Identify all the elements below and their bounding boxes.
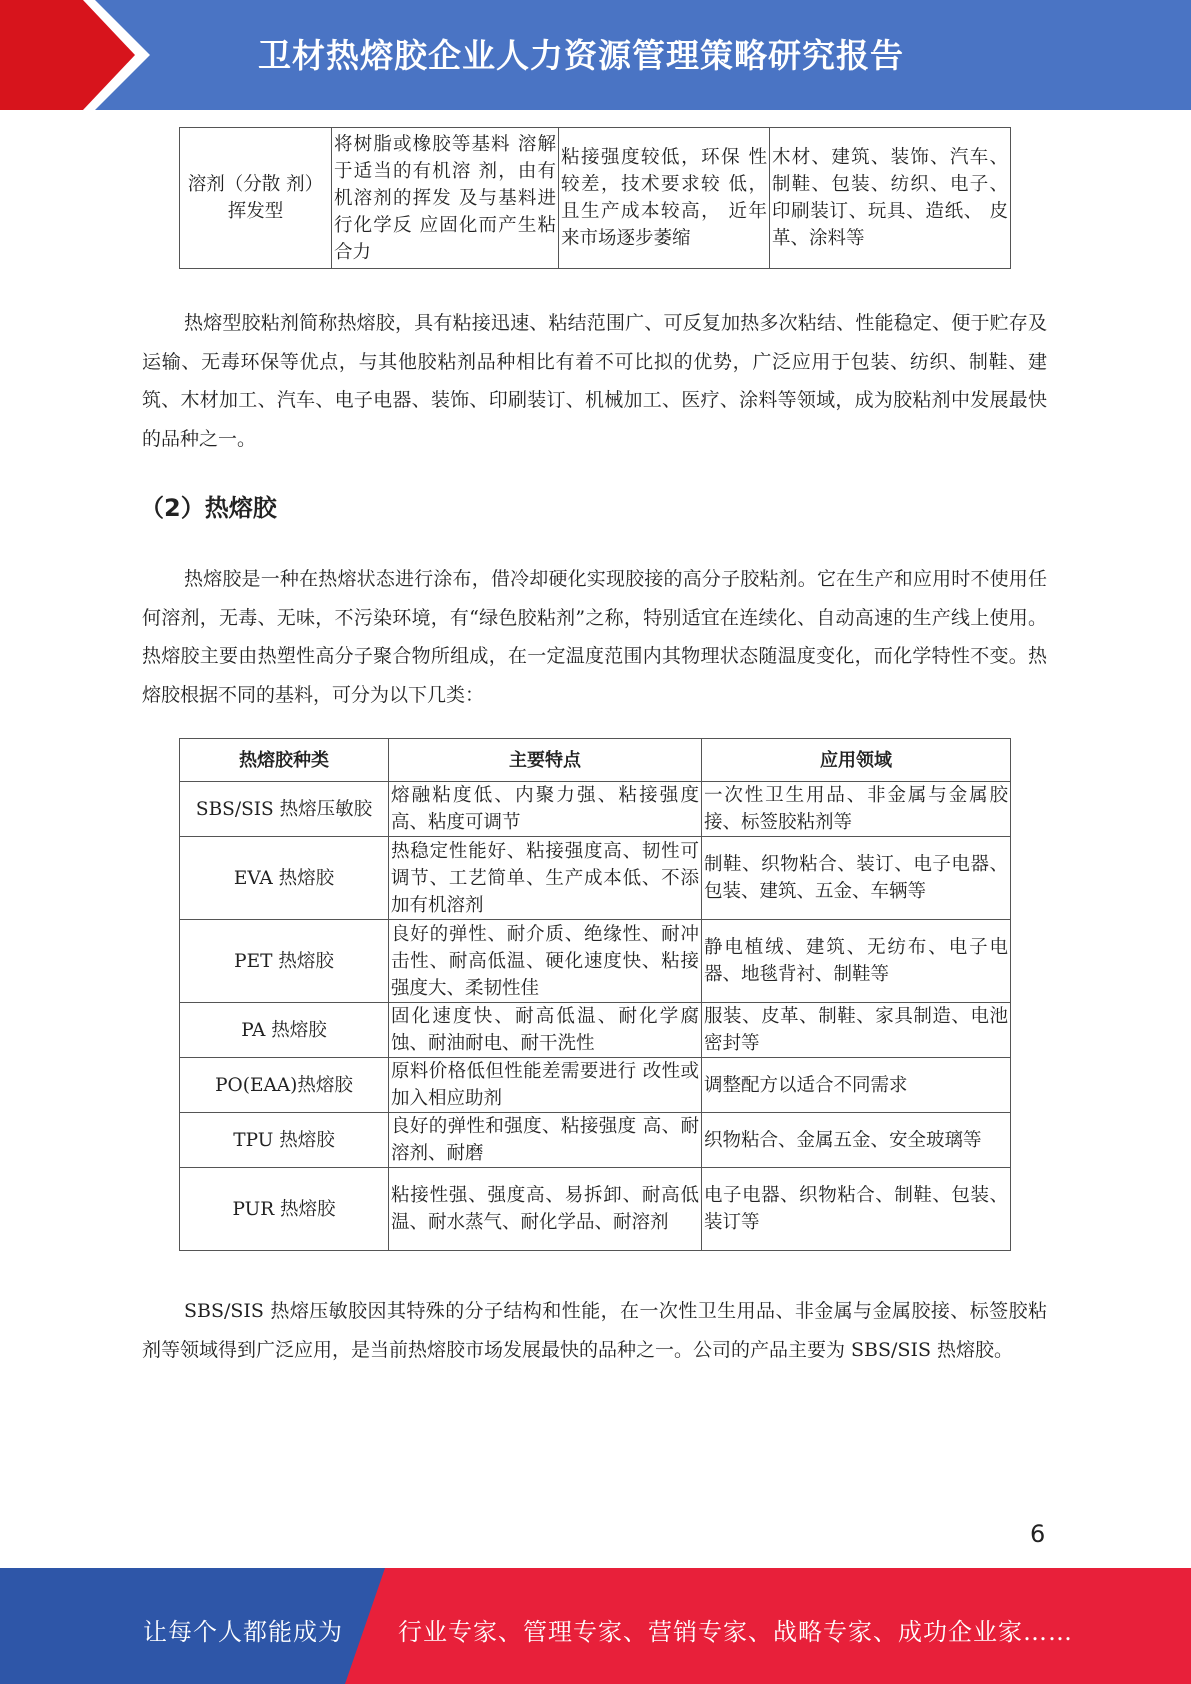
table-row xyxy=(180,1168,1011,1251)
document-title: 卫材热熔胶企业人力资源管理策略研究报告 xyxy=(258,36,904,75)
table-cell-type: EVA 热熔胶 xyxy=(180,837,389,920)
header-chevron-icon xyxy=(0,0,160,110)
continued-table xyxy=(179,127,1011,269)
table-cell-features: 原料价格低但性能差需要进行 改性或加入相应助剂 xyxy=(389,1058,702,1113)
table-cell-type: 溶剂（分散 剂）挥发型 xyxy=(180,128,332,269)
table-row xyxy=(180,782,1011,837)
table-cell-applications: 木材、建筑、装饰、汽车、 制鞋、包装、纺织、电子、 印刷装订、玩具、造纸、 皮革、涂料等 xyxy=(770,128,1011,269)
table-cell-applications: 电子电器、织物粘合、制鞋、包装、装订等 xyxy=(702,1168,1011,1251)
table-cell-applications: 静电植绒、建筑、无纺布、电子电器、地毯背衬、制鞋等 xyxy=(702,920,1011,1003)
table-header-applications: 应用领域 xyxy=(702,739,1011,782)
table-cell-features: 粘接性强、强度高、易拆卸、耐高低温、耐水蒸气、耐化学品、耐溶剂 xyxy=(389,1168,702,1251)
table-cell-applications: 制鞋、织物粘合、装订、电子电器、包装、建筑、五金、车辆等 xyxy=(702,837,1011,920)
table-cell-applications: 一次性卫生用品、非金属与金属胶接、标签胶粘剂等 xyxy=(702,782,1011,837)
table-row xyxy=(180,1058,1011,1113)
table-row xyxy=(180,128,1011,269)
table-cell-type: PO(EAA)热熔胶 xyxy=(180,1058,389,1113)
table-row xyxy=(180,1113,1011,1168)
table-cell-applications: 服装、皮革、制鞋、家具制造、电池密封等 xyxy=(702,1003,1011,1058)
table-cell-principle: 将树脂或橡胶等基料 溶解于适当的有机溶 剂，由有机溶剂的挥发 及与基料进行化学反 应固化而产生粘合力 xyxy=(332,128,559,269)
page-number: 6 xyxy=(1030,1520,1046,1548)
table-cell-applications: 织物粘合、金属五金、安全玻璃等 xyxy=(702,1113,1011,1168)
table-cell-type: TPU 热熔胶 xyxy=(180,1113,389,1168)
table-cell-features: 热稳定性能好、粘接强度高、韧性可调节、工艺简单、生产成本低、不添加有机溶剂 xyxy=(389,837,702,920)
table-cell-type: SBS/SIS 热熔压敏胶 xyxy=(180,782,389,837)
table-cell-features: 良好的弹性和强度、粘接强度 高、耐溶剂、耐磨 xyxy=(389,1113,702,1168)
table-header-type: 热熔胶种类 xyxy=(180,739,389,782)
table-cell-type: PA 热熔胶 xyxy=(180,1003,389,1058)
table-row xyxy=(180,837,1011,920)
header-band xyxy=(0,0,1191,110)
table-cell-features: 良好的弹性、耐介质、绝缘性、耐冲击性、耐高低温、硬化速度快、粘接强度大、柔韧性佳 xyxy=(389,920,702,1003)
table-header-row xyxy=(180,739,1011,782)
footer-band xyxy=(0,1568,1191,1684)
table-header-features: 主要特点 xyxy=(389,739,702,782)
footer-slogan-left: 让每个人都能成为 xyxy=(143,1618,343,1646)
table-cell-features: 粘接强度较低，环保 性较差，技术要求较 低，且生产成本较高， 近年来市场逐步萎缩 xyxy=(559,128,770,269)
table-row xyxy=(180,920,1011,1003)
table-cell-type: PUR 热熔胶 xyxy=(180,1168,389,1251)
hotmelt-types-table xyxy=(179,738,1011,1251)
table-cell-features: 固化速度快、耐高低温、耐化学腐蚀、耐油耐电、耐干洗性 xyxy=(389,1003,702,1058)
table-cell-type: PET 热熔胶 xyxy=(180,920,389,1003)
footer-slogan-right: 行业专家、管理专家、营销专家、战略专家、成功企业家…… xyxy=(398,1618,1073,1646)
table-cell-applications: 调整配方以适合不同需求 xyxy=(702,1058,1011,1113)
paragraph-sbs-sis: SBS/SIS 热熔压敏胶因其特殊的分子结构和性能，在一次性卫生用品、非金属与金属胶接、标签胶粘剂等领域得到广泛应用，是当前热熔胶市场发展最快的品种之一。公司的产品主要为 SBS/SIS 热熔胶。 xyxy=(142,1300,1047,1361)
section-heading: （2）热熔胶 xyxy=(140,494,277,522)
paragraph-hotmelt-definition: 热熔胶是一种在热熔状态进行涂布，借冷却硬化实现胶接的高分子胶粘剂。它在生产和应用时不使用任何溶剂，无毒、无味，不污染环境，有“绿色胶粘剂”之称，特别适宜在连续化、自动高速的生产线上使用。热熔胶主要由热塑性高分子聚合物所组成，在一定温度范围内其物理状态随温度变化，而化学特性不变。热熔胶根据不同的基料，可分为以下几类： xyxy=(142,568,1047,706)
table-row xyxy=(180,1003,1011,1058)
table-cell-features: 熔融粘度低、内聚力强、粘接强度高、粘度可调节 xyxy=(389,782,702,837)
paragraph-hotmelt-intro: 热熔型胶粘剂简称热熔胶，具有粘接迅速、粘结范围广、可反复加热多次粘结、性能稳定、便于贮存及运输、无毒环保等优点，与其他胶粘剂品种相比有着不可比拟的优势，广泛应用于包装、纺织、制鞋、建筑、木材加工、汽车、电子电器、装饰、印刷装订、机械加工、医疗、涂料等领域，成为胶粘剂中发展最快的品种之一。 xyxy=(142,312,1047,450)
